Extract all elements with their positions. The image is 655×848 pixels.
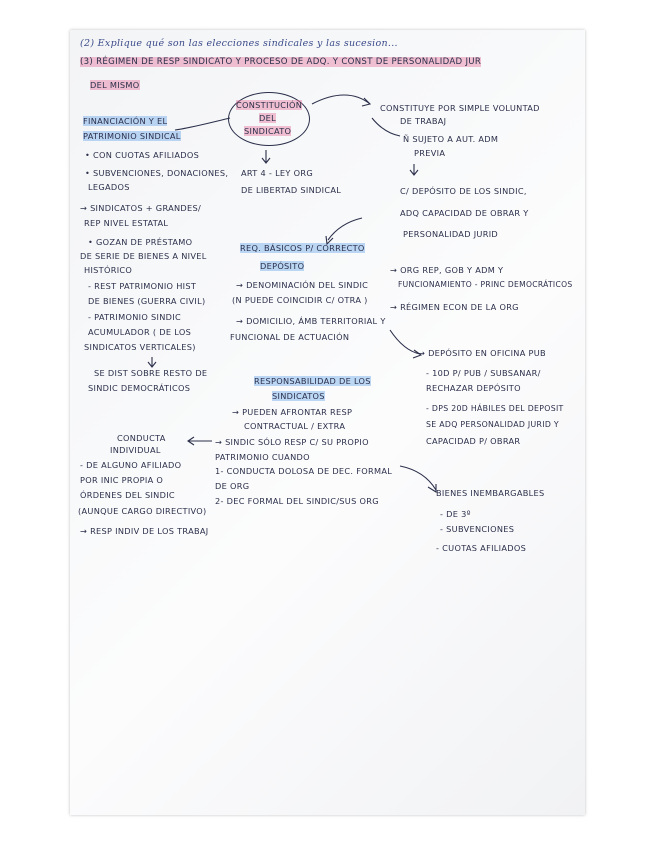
left-lower-4: ÓRDENES DEL SINDIC xyxy=(80,490,175,500)
header-line-0: (2) Explique qué son las elecciones sindicales y las sucesion... xyxy=(80,38,398,49)
resp-title-0: RESPONSABILIDAD DE LOS xyxy=(254,376,371,386)
left-item-13: SE DIST SOBRE RESTO DE xyxy=(94,368,208,378)
bienes-3: - CUOTAS AFILIADOS xyxy=(436,543,527,553)
right-item-12: RECHAZAR DEPÓSITO xyxy=(426,383,521,393)
resp-title-1: SINDICATOS xyxy=(272,391,325,401)
resp-item-0: → PUEDEN AFRONTAR RESP xyxy=(232,407,353,417)
left-item-12: SINDICATOS VERTICALES) xyxy=(84,342,196,352)
req-item-3: FUNCIONAL DE ACTUACIÓN xyxy=(230,332,350,342)
resp-item-4: 1- CONDUCTA DOLOSA DE DEC. FORMAL xyxy=(215,466,393,476)
right-item-9: → RÉGIMEN ECON DE LA ORG xyxy=(390,302,519,312)
left-item-3: → SINDICATOS + GRANDES/ xyxy=(80,203,202,213)
bubble-line-1: DEL xyxy=(259,113,276,123)
left-item-9: DE BIENES (GUERRA CIVIL) xyxy=(88,296,206,306)
left-item-1: • SUBVENCIONES, DONACIONES, xyxy=(85,168,229,178)
left-item-7: HISTÓRICO xyxy=(84,265,133,275)
left-lower-1: INDIVIDUAL xyxy=(110,445,161,455)
left-title-0: FINANCIACIÓN Y EL xyxy=(83,116,168,126)
right-item-4: C/ DEPÓSITO DE LOS SINDIC, xyxy=(400,186,527,196)
left-lower-2: - DE ALGUNO AFILIADO xyxy=(80,460,182,470)
right-item-5: ADQ CAPACIDAD DE OBRAR Y xyxy=(400,208,529,218)
resp-item-5: DE ORG xyxy=(215,481,250,491)
resp-item-3: PATRIMONIO CUANDO xyxy=(215,452,310,462)
resp-item-2: → SINDIC SÓLO RESP C/ SU PROPIO xyxy=(215,437,369,447)
header-line-2: DEL MISMO xyxy=(90,80,140,90)
left-item-11: ACUMULADOR ( DE LOS xyxy=(88,327,192,337)
resp-item-1: CONTRACTUAL / EXTRA xyxy=(244,421,346,431)
header-line-1: (3) RÉGIMEN DE RESP SINDICATO Y PROCESO DE ADQ. Y CONST DE PERSONALIDAD JUR xyxy=(80,57,482,67)
left-item-14: SINDIC DEMOCRÁTICOS xyxy=(88,383,191,393)
left-item-2: LEGADOS xyxy=(88,182,130,192)
right-item-14: SE ADQ PERSONALIDAD JURID Y xyxy=(426,420,559,429)
resp-item-6: 2- DEC FORMAL DEL SINDIC/SUS ORG xyxy=(215,496,379,506)
bubble-line-0: CONSTITUCIÓN xyxy=(236,100,303,110)
right-item-6: PERSONALIDAD JURID xyxy=(403,229,499,239)
req-item-1: (N PUEDE COINCIDIR C/ OTRA ) xyxy=(232,295,368,305)
right-item-15: CAPACIDAD P/ OBRAR xyxy=(426,436,521,446)
req-title-0: REQ. BÁSICOS P/ CORRECTO xyxy=(240,243,365,253)
right-item-1: DE TRABAJ xyxy=(400,116,447,126)
req-item-2: → DOMICILIO, ÁMB TERRITORIAL Y xyxy=(236,316,386,326)
right-item-11: - 10D P/ PUB / SUBSANAR/ xyxy=(426,368,541,378)
left-lower-5: (AUNQUE CARGO DIRECTIVO) xyxy=(78,506,207,516)
bienes-0: BIENES INEMBARGABLES xyxy=(436,488,545,498)
art-line-2: DE LIBERTAD SINDICAL xyxy=(241,185,342,195)
bienes-1: - DE 3º xyxy=(440,509,471,519)
left-lower-6: → RESP INDIV DE LOS TRABAJ xyxy=(80,526,209,536)
right-item-2: Ñ SUJETO A AUT. ADM xyxy=(403,134,499,144)
left-lower-0: CONDUCTA xyxy=(117,433,166,443)
bubble-line-2: SINDICATO xyxy=(244,126,292,136)
left-lower-3: POR INIC PROPIA O xyxy=(80,475,164,485)
left-item-8: - REST PATRIMONIO HIST xyxy=(88,281,197,291)
left-item-4: REP NIVEL ESTATAL xyxy=(84,218,169,228)
right-item-0: CONSTITUYE POR SIMPLE VOLUNTAD xyxy=(380,103,540,113)
bienes-2: - SUBVENCIONES xyxy=(440,524,515,534)
left-item-0: • CON CUOTAS AFILIADOS xyxy=(85,150,200,160)
left-title-1: PATRIMONIO SINDICAL xyxy=(83,131,181,141)
req-item-0: → DENOMINACIÓN DEL SINDIC xyxy=(236,280,369,290)
right-item-13: - DPS 20D HÁBILES DEL DEPOSIT xyxy=(426,404,564,413)
req-title-1: DEPÓSITO xyxy=(260,261,305,271)
left-item-6: DE SERIE DE BIENES A NIVEL xyxy=(80,251,207,261)
left-item-5: • GOZAN DE PRÉSTAMO xyxy=(88,237,193,247)
right-item-10: → DEPÓSITO EN OFICINA PUB xyxy=(418,348,546,358)
art-line: ART 4 - LEY ORG xyxy=(241,168,313,178)
right-item-8: FUNCIONAMIENTO - PRINC DEMOCRÁTICOS xyxy=(398,280,573,289)
right-item-7: → ORG REP, GOB Y ADM Y xyxy=(390,265,504,275)
left-item-10: - PATRIMONIO SINDIC xyxy=(88,312,182,322)
right-item-3: PREVIA xyxy=(414,148,446,158)
